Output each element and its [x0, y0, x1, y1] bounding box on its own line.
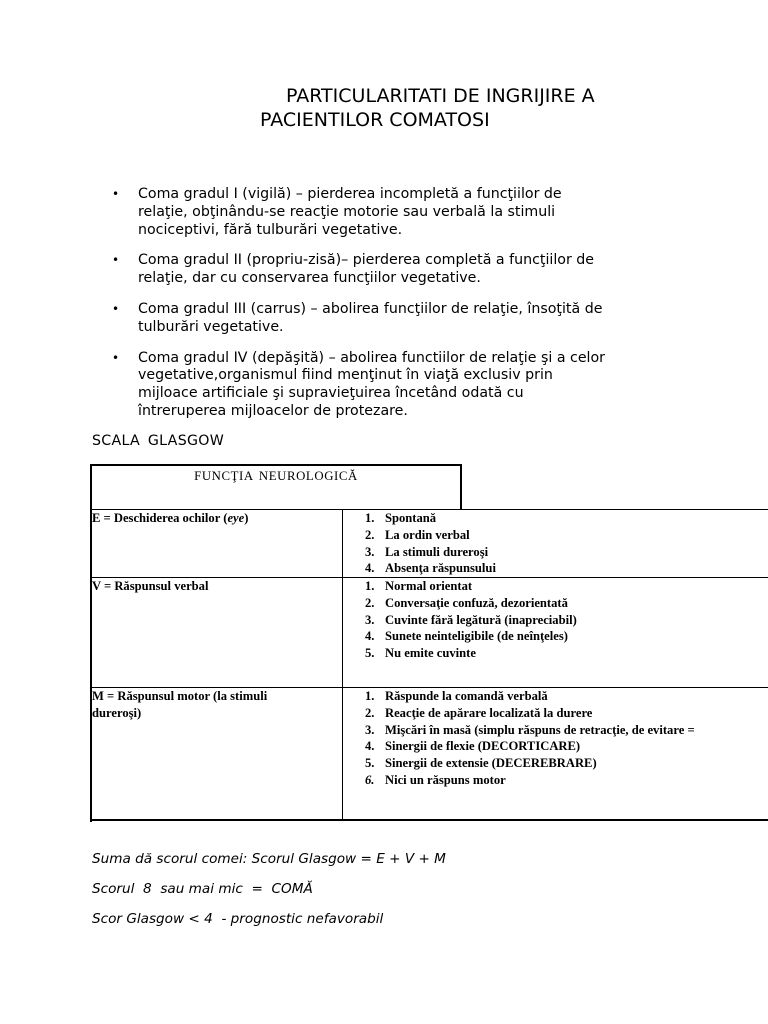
item-text: Sunete neinteligibile (de neînţeles): [385, 629, 568, 644]
list-item: [365, 628, 577, 645]
coma-grade-2-item: [110, 252, 670, 288]
scale-heading: SCALA GLASGOW: [92, 433, 225, 449]
item-text: Mişcări în masă (simplu răspuns de retracţie, de evitare =: [385, 722, 695, 737]
glasgow-table: [90, 464, 768, 822]
eye-options-list: [365, 510, 496, 577]
bullet-icon: •: [112, 187, 120, 201]
bullet-line: Coma gradul I (vigilă) – pierderea incompletă a funcţiilor de: [138, 186, 562, 202]
bullet-line: vegetative,organismul fiind menţinut în viaţă exclusiv prin: [138, 367, 553, 384]
item-number: 1.: [365, 579, 375, 593]
item-text: Conversaţie confuză, dezorientată: [385, 595, 568, 610]
list-item: [365, 705, 695, 722]
row-label-italic: eye: [227, 511, 245, 525]
table-border: [460, 464, 462, 509]
coma-grades-list: [110, 186, 670, 434]
coma-grade-4-item: [110, 350, 670, 421]
list-item: [365, 772, 695, 789]
item-number: 3.: [365, 722, 375, 737]
item-text: Normal orientat: [385, 579, 473, 593]
list-item: [365, 688, 695, 705]
table-border: [342, 509, 343, 821]
bullet-line: nociceptivi, fără tulburări vegetative.: [138, 221, 403, 238]
table-border: [90, 464, 462, 466]
list-item: [365, 544, 496, 561]
item-text: La ordin verbal: [385, 527, 470, 542]
item-text: La stimuli dureroşi: [385, 544, 489, 559]
document-title: [0, 84, 768, 132]
row-label-motor: [92, 688, 342, 722]
row-label-text: ): [244, 511, 249, 525]
item-number: 2.: [365, 527, 375, 542]
bullet-icon: •: [112, 253, 120, 268]
item-number: 1.: [365, 689, 375, 703]
row-label-text: E = Deschiderea ochilor (: [92, 511, 228, 525]
item-text: Cuvinte fără legătură (inapreciabil): [385, 612, 577, 627]
title-line-1: PARTICULARITATI DE INGRIJIRE A: [286, 85, 595, 107]
item-number: 2.: [365, 705, 375, 720]
motor-options-list: [365, 688, 695, 789]
item-text: Sinergii de flexie (DECORTICARE): [385, 739, 581, 754]
bullet-line: relaţie, dar cu conservarea funcţiilor vegetative.: [138, 270, 481, 287]
list-item: [365, 527, 496, 544]
table-border: [90, 819, 768, 821]
list-item: [365, 612, 577, 629]
bullet-line: mijloace artificiale şi supravieţuirea încetând odată cu: [138, 385, 524, 402]
list-item: [365, 645, 577, 662]
title-line-2: PACIENTILOR COMATOSI: [260, 109, 490, 131]
item-number: 3.: [365, 612, 375, 627]
item-number: 1.: [365, 511, 375, 525]
item-text: Spontană: [385, 511, 437, 525]
list-item: [365, 560, 496, 577]
bullet-line: Coma gradul II (propriu-zisă)– pierderea completă a funcţiilor de: [138, 252, 595, 269]
bullet-line: Coma gradul III (carrus) – abolirea funcţiilor de relaţie, însoţită de: [138, 300, 603, 317]
item-text: Reacţie de apărare localizată la durere: [385, 705, 593, 720]
list-item: [365, 755, 695, 772]
bullet-line: Coma gradul IV (depăşită) – abolirea functiilor de relaţie şi a celor: [138, 349, 606, 366]
coma-threshold-text: Scorul 8 sau mai mic = COMĂ: [92, 881, 313, 897]
item-number: 4.: [365, 629, 375, 644]
item-number: 5.: [365, 756, 375, 771]
list-item: [365, 595, 577, 612]
row-label-text: dureroşi): [92, 705, 142, 720]
item-text: Absenţa răspunsului: [385, 561, 496, 576]
list-item: [365, 722, 695, 739]
list-item: [365, 578, 577, 595]
coma-grade-3-item: [110, 301, 670, 337]
item-text: Nu emite cuvinte: [385, 646, 476, 661]
item-number: 5.: [365, 646, 375, 661]
list-item: [365, 510, 496, 527]
bullet-line: tulburări vegetative.: [138, 318, 284, 335]
item-text: Nici un răspuns motor: [385, 772, 506, 787]
row-label-text: M = Răspunsul motor (la stimuli: [92, 689, 268, 703]
item-number: 4.: [365, 739, 375, 754]
prognosis-text: Scor Glasgow < 4 - prognostic nefavorabil: [92, 911, 384, 927]
item-text: Răspunde la comandă verbală: [385, 689, 548, 703]
bullet-icon: •: [112, 350, 120, 365]
glasgow-sum-formula: Suma dă scorul comei: Scorul Glasgow = E + V + M: [92, 851, 446, 867]
item-number: 2.: [365, 595, 375, 610]
item-text: Sinergii de extensie (DECEREBRARE): [385, 756, 597, 771]
item-number: 6.: [365, 772, 375, 787]
list-item: [365, 738, 695, 755]
item-number: 4.: [365, 561, 375, 576]
row-label-eye: [92, 510, 342, 527]
verbal-options-list: [365, 578, 577, 662]
bullet-line: relaţie, obţinându-se reacţie motorie sau verbală la stimuli: [138, 203, 556, 220]
row-label-verbal: V = Răspunsul verbal: [92, 579, 209, 593]
table-header: FUNCŢIA NEUROLOGICĂ: [194, 469, 358, 483]
bullet-line: întreruperea mijloacelor de protezare.: [138, 402, 408, 419]
coma-grade-1-item: [110, 186, 670, 239]
bullet-icon: •: [112, 301, 120, 316]
item-number: 3.: [365, 544, 375, 559]
